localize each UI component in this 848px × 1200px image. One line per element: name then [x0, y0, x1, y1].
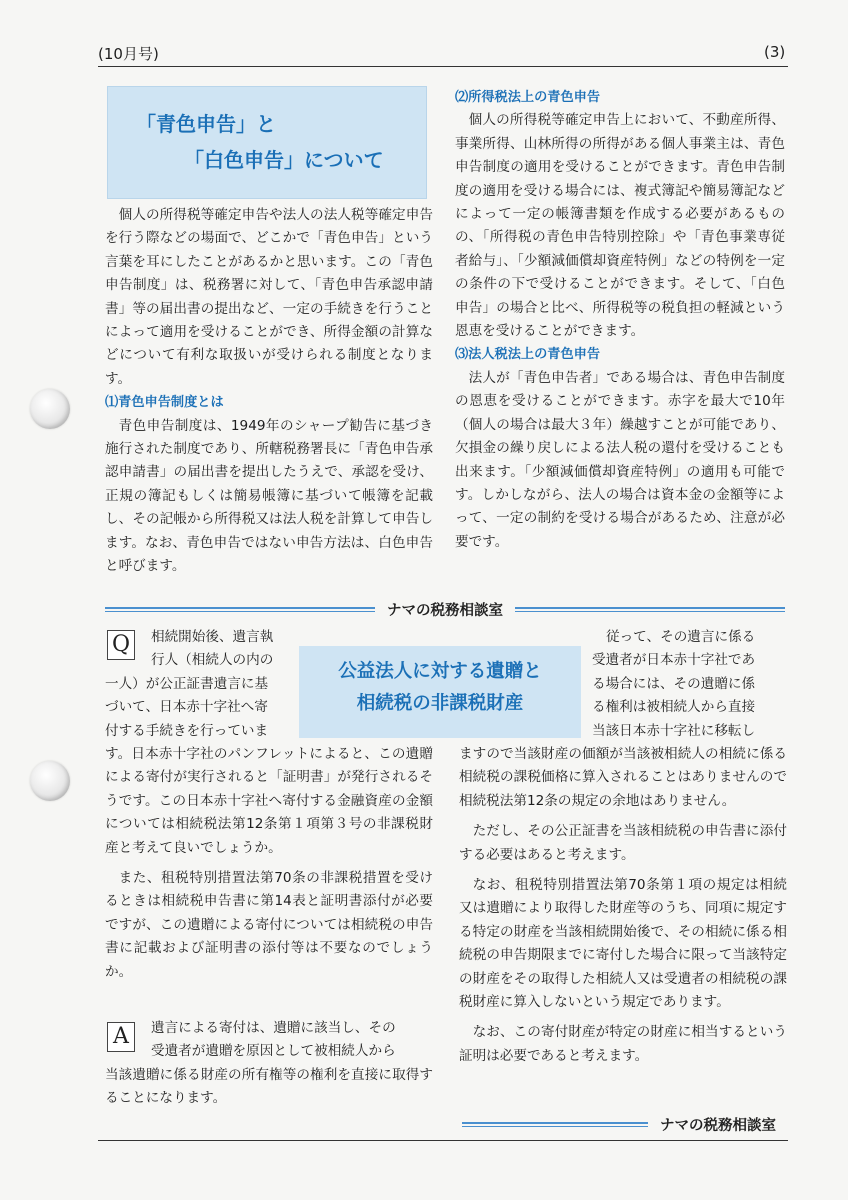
column-band — [105, 598, 785, 620]
qa-title-line2: 相続税の非課税財産 — [356, 693, 524, 714]
section3-heading: ⑶法人税法上の青色申告 — [455, 347, 601, 363]
answer-body: 遺言による寄付は、遺贈に該当し、その 受遺者が遺贈を原因として被相続人から 当該遺贈に係る財産の所有権等の権利を直接に取得することになります。 — [105, 1020, 433, 1107]
article-title-line2: 「白色申告」について — [184, 148, 384, 172]
article-title-box — [107, 86, 427, 199]
section2-heading: ⑵所得税法上の青色申告 — [455, 90, 601, 105]
qa-title-line1: 公益法人に対する遺贈と — [338, 661, 542, 682]
answer-marker: A — [107, 1022, 135, 1052]
footer-band — [462, 1113, 788, 1135]
footer-rule — [98, 1140, 788, 1141]
question-body: す。日本赤十字社のパンフレットによると、この遺贈による寄付が実行されると「証明書」が発行されるそうです。この日本赤十字社へ寄付する金融資産の金額については相続税法第12条第１項第３号の非課税財産と考えて良いでしょうか。 また、租税特別措置法第70条の非課税措置を受けるときは相続税申告書に第14表と証明書添付が必要ですが、この遺贈による寄付については相続税の申告書に記載および証明書の添付等は不要なのでしょうか。 — [105, 746, 433, 980]
question-marker: Q — [107, 630, 135, 660]
section3-body: 法人が「青色申告者」である場合は、青色申告制度の恩恵を受けることができます。赤字を最大で10年（個人の場合は最大３年）繰越すことが可能であり、欠損金の繰り戻しによる法人税の還付を受けることも出来ます。「少額減価償却資産特例」の適用も可能です。しかしながら、法人の場合は資本金の金額等によって、一定の制約を受ける場合があるため、注意が必要です。 — [455, 369, 785, 550]
footer-band-label: ナマの税務相談室 — [660, 1117, 776, 1134]
column-band-label: ナマの税務相談室 — [387, 602, 503, 619]
section2-body: 個人の所得税等確定申告上において、不動産所得、事業所得、山林所得の所得がある個人事業主は、青色申告制度の適用を受けることができます。青色申告制度の適用を受ける場合には、複式簿記や簡易簿記などによって一定の帳簿書類を作成する必要があるものの、「所得税の青色申告特別控除」や「青色事業専従者給与」、「少額減価償却資産特例」などの特例を一定の条件の下で受けることができます。そして、「白色申告」の場合と比べ、所得税等の税負担の軽減という恩恵を受けることができます。 — [455, 112, 785, 340]
article-title-line1: 「青色申告」と — [136, 112, 276, 136]
issue-label: (10月号) — [98, 45, 159, 63]
page-number: (3) — [764, 43, 786, 61]
answer-continued-body: ますので当該財産の価額が当該被相続人の相続に係る相続税の課税価格に算入されることはありませんので相続税法第12条の規定の余地はありません。 ただし、その公正証書を当該相続税の申告書に添付する必要はあると考えます。 なお、租税特別措置法第70条第１項の規定は相続又は遺贈により取得した財産等のうち、同項に規定する特定の財産を当該相続開始後で、その相続に係る相続税の申告期限までに寄付した場合に限って当該特定の財産をその取得した相続人又は受遺者の相続税の課税財産に算入しないという規定であります。 なお、この寄付財産が特定の財産に相当するという証明は必要であると考えます。 — [459, 746, 787, 1064]
section1-body: 青色申告制度は、1949年のシャープ勧告に基づき施行された制度であり、所轄税務署長に「青色申告承認申請書」の届出書を提出したうえで、承認を受け、正規の簿記もしくは簡易帳簿に基づいて帳簿を記載し、その記帳から所得税又は法人税を計算して申告します。なお、青色申告ではない申告方法は、白色申告と呼びます。 — [105, 417, 433, 575]
section1-heading: ⑴青色申告制度とは — [105, 395, 224, 411]
answer-continued-narrow: 従って、その遺言に係る 受遺者が日本赤十字社であ る場合には、その遺贈に係 る権利は被相続人から直接 当該日本赤十字社に移転し — [592, 629, 756, 739]
article1-left-column — [105, 204, 433, 579]
header-rule — [98, 66, 788, 67]
article1-right-column — [455, 86, 785, 554]
question-intro: 相続開始後、遺言執 行人（相続人の内の 一人）が公正証書遺言に基 づいて、日本赤十字社へ寄 付する手続きを行っていま — [105, 629, 274, 739]
binder-hole-bottom — [30, 761, 70, 801]
binder-hole-top — [30, 389, 70, 429]
qa-title-box — [299, 646, 581, 738]
intro-paragraph: 個人の所得税等確定申告や法人の法人税等確定申告を行う際などの場面で、どこかで「青色申告」という言葉を耳にしたことがあるかと思います。この「青色申告制度」は、税務署に対して、「青色申告承認申請書」等の届出書の提出など、一定の手続きを行うことによって適用を受けることができ、所得金額の計算などについて有利な取扱いが受けられる制度となります。 — [105, 207, 433, 387]
